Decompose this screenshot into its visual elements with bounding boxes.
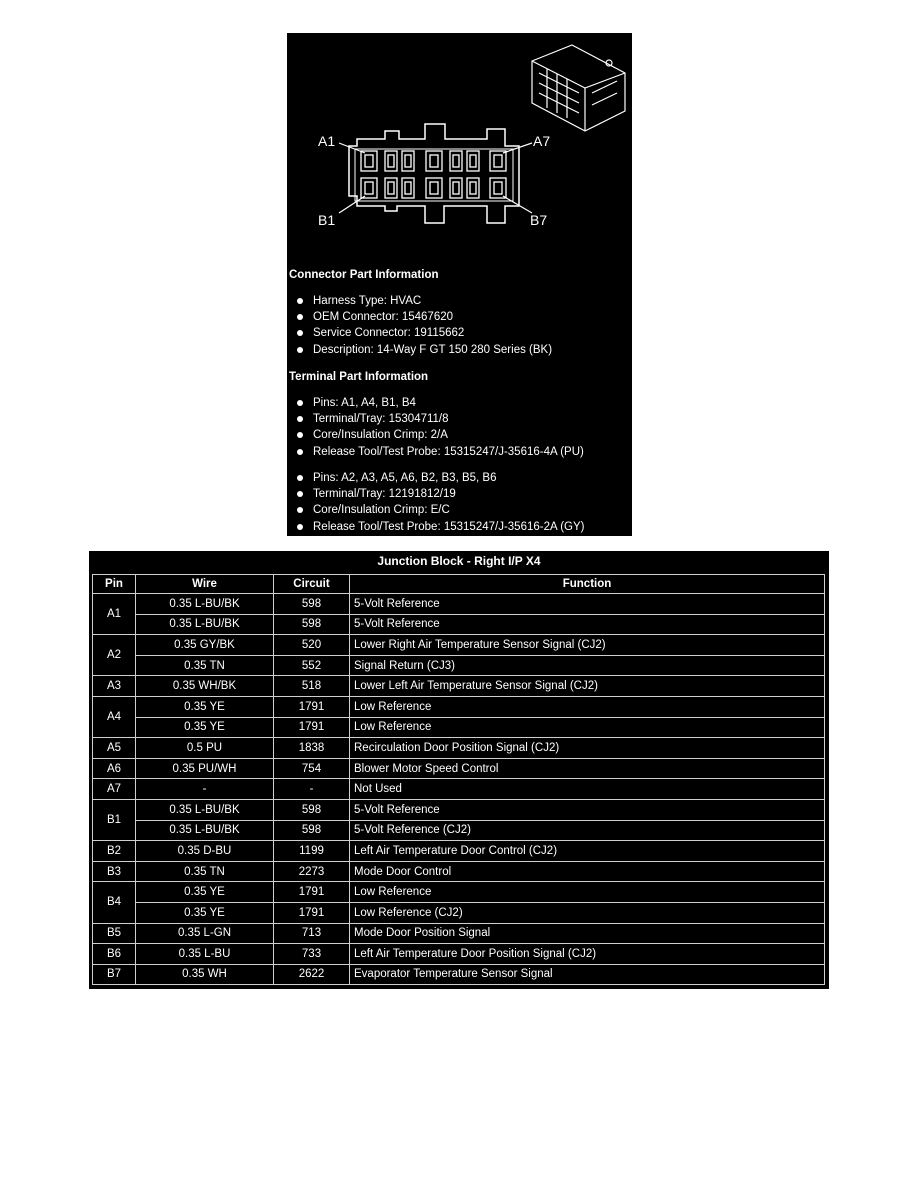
circuit-cell: 1791 (274, 882, 350, 903)
function-cell: Mode Door Control (350, 861, 825, 882)
table-row (93, 738, 825, 759)
function-cell: 5-Volt Reference (350, 799, 825, 820)
info-list-text: Core/Insulation Crimp: 2/A (313, 429, 448, 442)
info-list-text: Service Connector: 19115662 (313, 327, 465, 340)
bullet-icon (297, 491, 303, 497)
table-row (93, 717, 825, 738)
pin-cell: B4 (93, 882, 136, 923)
table-row (93, 902, 825, 923)
wire-cell: 0.35 L-BU/BK (136, 614, 274, 635)
circuit-cell: 598 (274, 799, 350, 820)
info-list-item (295, 411, 584, 427)
pin-label-b1: B1 (318, 212, 336, 228)
pin-cell: A3 (93, 676, 136, 697)
pin-cell: B3 (93, 861, 136, 882)
circuit-cell: 733 (274, 944, 350, 965)
function-cell: Not Used (350, 779, 825, 800)
wire-cell: 0.35 TN (136, 655, 274, 676)
wire-cell: 0.35 L-BU/BK (136, 799, 274, 820)
info-list-text: Pins: A2, A3, A5, A6, B2, B3, B5, B6 (313, 472, 497, 484)
bullet-icon (297, 298, 303, 304)
info-list-text: Release Tool/Test Probe: 15315247/J-35616-4A (PU) (313, 445, 584, 458)
pin-cell: B1 (93, 799, 136, 840)
circuit-cell: 2622 (274, 964, 350, 985)
bullet-icon (297, 347, 303, 353)
pin-cell: B2 (93, 841, 136, 862)
table-row (93, 696, 825, 717)
info-list-text: OEM Connector: 15467620 (313, 311, 454, 324)
wire-cell: 0.35 L-BU (136, 944, 274, 965)
function-cell: Low Reference (350, 696, 825, 717)
table-row (93, 861, 825, 882)
function-cell: 5-Volt Reference (CJ2) (350, 820, 825, 841)
connector-part-list (295, 293, 552, 358)
circuit-cell: 598 (274, 820, 350, 841)
function-cell: Low Reference (350, 882, 825, 903)
table-row (93, 923, 825, 944)
function-cell: Blower Motor Speed Control (350, 758, 825, 779)
circuit-cell: 713 (274, 923, 350, 944)
info-list-text: Core/Insulation Crimp: E/C (313, 504, 450, 517)
table-row (93, 635, 825, 656)
circuit-cell: 552 (274, 655, 350, 676)
bullet-icon (297, 400, 303, 406)
wire-cell: 0.35 WH (136, 964, 274, 985)
info-list-item (295, 293, 552, 309)
function-cell: Low Reference (350, 717, 825, 738)
pin-cell: A4 (93, 696, 136, 737)
circuit-cell: 520 (274, 635, 350, 656)
function-cell: Mode Door Position Signal (350, 923, 825, 944)
wire-cell: 0.35 D-BU (136, 841, 274, 862)
table-row (93, 841, 825, 862)
table-row (93, 944, 825, 965)
function-cell: Signal Return (CJ3) (350, 655, 825, 676)
circuit-cell: 518 (274, 676, 350, 697)
connector-isometric-icon (532, 45, 625, 131)
circuit-cell: 598 (274, 614, 350, 635)
pin-cell: A5 (93, 738, 136, 759)
column-header-wire: Wire (136, 575, 274, 594)
wire-cell: 0.35 L-BU/BK (136, 820, 274, 841)
wire-cell: 0.35 WH/BK (136, 676, 274, 697)
function-cell: Left Air Temperature Door Control (CJ2) (350, 841, 825, 862)
info-list-item (295, 486, 585, 502)
function-cell: 5-Volt Reference (350, 594, 825, 615)
table-row (93, 779, 825, 800)
wire-cell: 0.35 YE (136, 902, 274, 923)
table-row (93, 676, 825, 697)
pin-cell: A7 (93, 779, 136, 800)
connector-panel (287, 33, 632, 536)
column-header-pin: Pin (93, 575, 136, 594)
circuit-cell: 598 (274, 594, 350, 615)
pin-label-b7: B7 (530, 212, 548, 228)
bullet-icon (297, 524, 303, 530)
circuit-cell: - (274, 779, 350, 800)
table-row (93, 820, 825, 841)
info-list-item (295, 519, 585, 535)
bullet-icon (297, 449, 303, 455)
bullet-icon (297, 314, 303, 320)
info-list-text: Pins: A1, A4, B1, B4 (313, 397, 416, 409)
function-cell: Low Reference (CJ2) (350, 902, 825, 923)
wire-cell: 0.5 PU (136, 738, 274, 759)
info-list-text: Description: 14-Way F GT 150 280 Series (BK) (313, 343, 553, 356)
function-cell: Lower Left Air Temperature Sensor Signal (CJ2) (350, 676, 825, 697)
circuit-cell: 1791 (274, 696, 350, 717)
table-row (93, 655, 825, 676)
function-cell: Lower Right Air Temperature Sensor Signal (CJ2) (350, 635, 825, 656)
info-list-text: Harness Type: HVAC (313, 295, 422, 307)
pin-cell: A2 (93, 635, 136, 676)
pin-cell: B7 (93, 964, 136, 985)
table-row (93, 594, 825, 615)
wire-cell: 0.35 YE (136, 717, 274, 738)
terminal-group-1-list (295, 395, 584, 460)
table-row (93, 614, 825, 635)
bullet-icon (297, 416, 303, 422)
pinout-table-title: Junction Block - Right I/P X4 (377, 554, 541, 568)
circuit-cell: 1199 (274, 841, 350, 862)
info-list-item (295, 325, 552, 341)
circuit-cell: 1791 (274, 717, 350, 738)
wire-cell: 0.35 L-GN (136, 923, 274, 944)
bullet-icon (297, 507, 303, 513)
info-list-item (295, 395, 584, 411)
pin-cell: A1 (93, 594, 136, 635)
table-header-row (93, 575, 825, 594)
table-row (93, 758, 825, 779)
connector-cavities (361, 151, 506, 198)
info-list-text: Terminal/Tray: 15304711/8 (313, 413, 449, 426)
pin-label-a7: A7 (533, 133, 551, 149)
connector-face-diagram (287, 33, 632, 263)
info-list-item (295, 342, 552, 358)
wire-cell: - (136, 779, 274, 800)
wire-cell: 0.35 YE (136, 882, 274, 903)
circuit-cell: 2273 (274, 861, 350, 882)
bullet-icon (297, 432, 303, 438)
wire-cell: 0.35 GY/BK (136, 635, 274, 656)
function-cell: Recirculation Door Position Signal (CJ2) (350, 738, 825, 759)
info-list-item (295, 427, 584, 443)
column-header-function: Function (350, 575, 825, 594)
function-cell: Evaporator Temperature Sensor Signal (350, 964, 825, 985)
table-row (93, 964, 825, 985)
wire-cell: 0.35 YE (136, 696, 274, 717)
pinout-table (92, 574, 825, 985)
info-list-item (295, 444, 584, 460)
wire-cell: 0.35 TN (136, 861, 274, 882)
pin-cell: B5 (93, 923, 136, 944)
table-row (93, 799, 825, 820)
wire-cell: 0.35 L-BU/BK (136, 594, 274, 615)
table-row (93, 882, 825, 903)
bullet-icon (297, 475, 303, 481)
connector-face (349, 124, 519, 223)
bullet-icon (297, 330, 303, 336)
info-list-text: Terminal/Tray: 12191812/19 (313, 488, 456, 501)
wire-cell: 0.35 PU/WH (136, 758, 274, 779)
function-cell: Left Air Temperature Door Position Signal (CJ2) (350, 944, 825, 965)
column-header-circuit: Circuit (274, 575, 350, 594)
pin-cell: B6 (93, 944, 136, 965)
pinout-table-body (93, 594, 825, 985)
pin-label-a1: A1 (318, 133, 336, 149)
circuit-cell: 1838 (274, 738, 350, 759)
pin-cell: A6 (93, 758, 136, 779)
terminal-part-title: Terminal Part Information (289, 371, 429, 383)
info-list-item (295, 309, 552, 325)
circuit-cell: 1791 (274, 902, 350, 923)
info-list-text: Release Tool/Test Probe: 15315247/J-35616-2A (GY) (313, 520, 585, 533)
circuit-cell: 754 (274, 758, 350, 779)
connector-part-title: Connector Part Information (289, 269, 439, 281)
info-list-item (295, 502, 585, 518)
function-cell: 5-Volt Reference (350, 614, 825, 635)
info-list-item (295, 470, 585, 486)
pinout-panel (89, 551, 829, 989)
terminal-group-2-list (295, 470, 585, 535)
